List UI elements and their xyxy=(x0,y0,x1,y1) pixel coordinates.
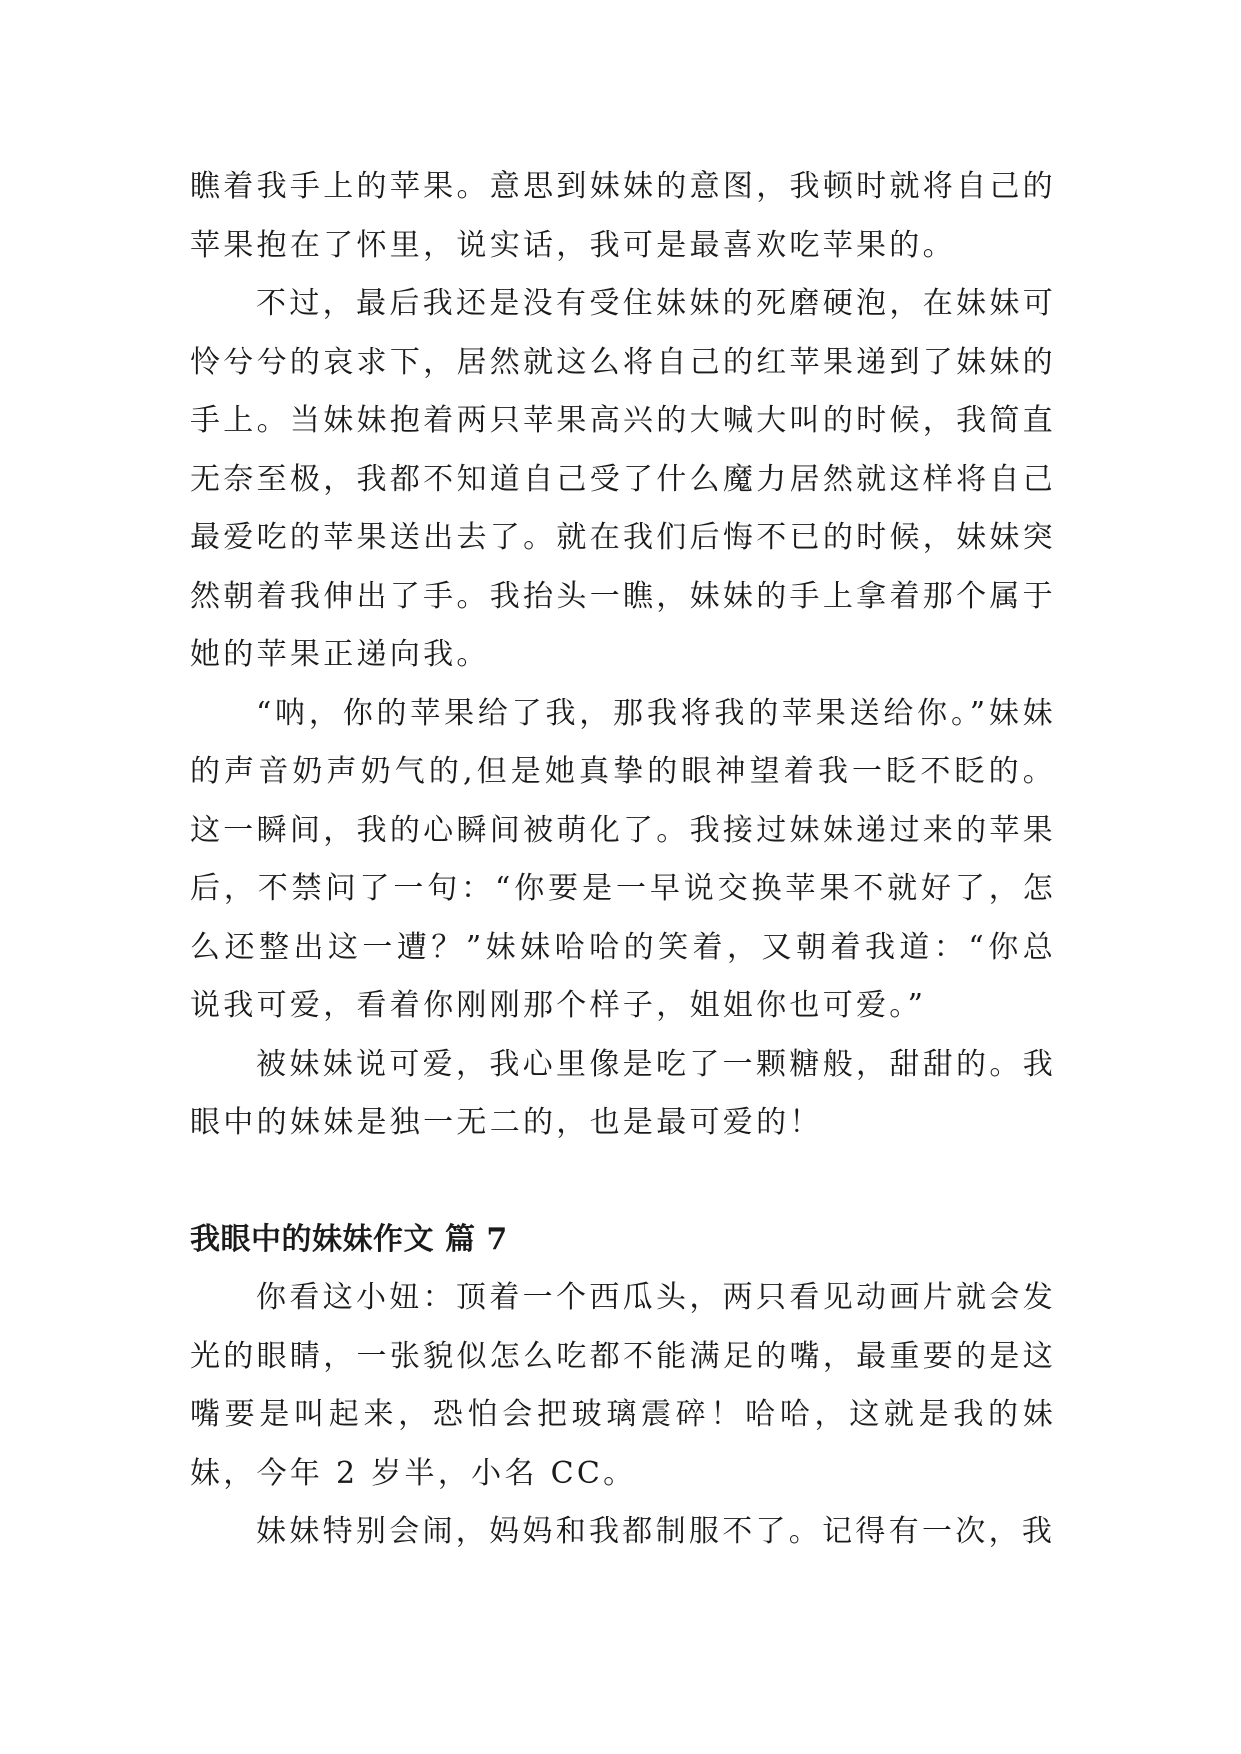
section-heading: 我眼中的妹妹作文 篇 7 xyxy=(190,1221,508,1257)
paragraph: 被妹妹说可爱，我心里像是吃了一颗糖般，甜甜的。我眼中的妹妹是独一无二的，也是最可爱的！ xyxy=(190,1046,1056,1140)
paragraph: 你看这小妞：顶着一个西瓜头，两只看见动画片就会发光的眼睛，一张貌似怎么吃都不能满足的嘴，最重要的是这嘴要是叫起来，恐怕会把玻璃震碎！哈哈，这就是我的妹妹，今年 2 岁半，小名 CC。 xyxy=(190,1280,1056,1491)
paragraph: 不过，最后我还是没有受住妹妹的死磨硬泡，在妹妹可怜兮兮的哀求下，居然就这么将自己的红苹果递到了妹妹的手上。当妹妹抱着两只苹果高兴的大喊大叫的时候，我简直无奈至极，我都不知道自己受了什么魔力居然就这样将自己最爱吃的苹果送出去了。就在我们后悔不已的时候，妹妹突然朝着我伸出了手。我抬头一瞧，妹妹的手上拿着那个属于她的苹果正递向我。 xyxy=(190,286,1056,672)
document-body xyxy=(190,158,1056,1562)
paragraph: 妹妹特别会闹，妈妈和我都制服不了。记得有一次，我 xyxy=(256,1514,1056,1549)
paragraph-continued: 瞧着我手上的苹果。意思到妹妹的意图，我顿时就将自己的苹果抱在了怀里，说实话，我可是最喜欢吃苹果的。 xyxy=(190,169,1056,263)
paragraph: “呐，你的苹果给了我，那我将我的苹果送给你。”妹妹的声音奶声奶气的,但是她真挚的眼神望着我一眨不眨的。这一瞬间，我的心瞬间被萌化了。我接过妹妹递过来的苹果后，不禁问了一句：“你要是一早说交换苹果不就好了，怎么还整出这一遭？”妹妹哈哈的笑着，又朝着我道：“你总说我可爱，看着你刚刚那个样子，姐姐你也可爱。” xyxy=(190,695,1056,1023)
section-spacer xyxy=(190,1153,1056,1211)
